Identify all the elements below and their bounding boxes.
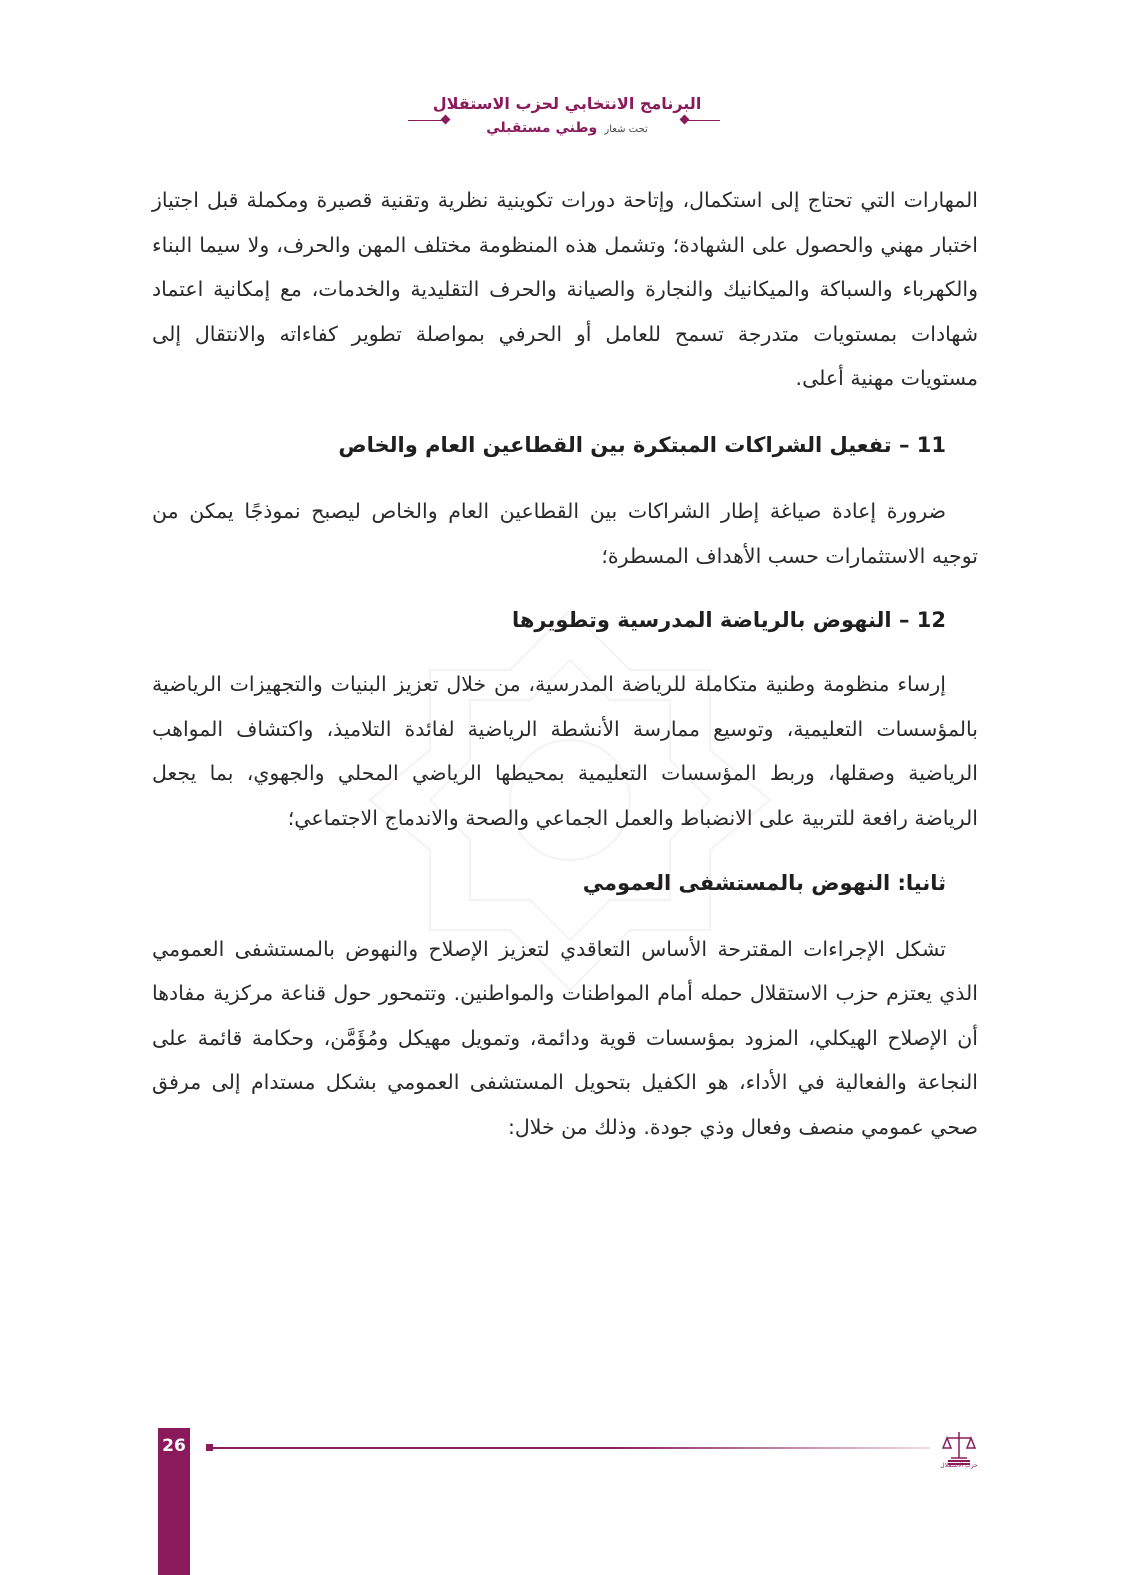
section-heading-hospital: ثانيا: النهوض بالمستشفى العمومي [582,870,946,895]
footer-rule [212,1447,930,1449]
party-logo-text: حزب الاستقلال [940,1462,978,1469]
slogan: وطني مستقبلي [486,120,598,136]
section-heading-11: 11 – تفعيل الشراكات المبتكرة بين القطاعين العام والخاص [338,432,946,457]
paragraph-hospital: تشكل الإجراءات المقترحة الأساس التعاقدي لتعزيز الإصلاح والنهوض بالمستشفى العمومي الذي يعتزم حزب الاستقلال حمله أمام المواطنات والمواطنين. وتتمحور حول قناعة مركزية مفادها أن الإصلاح الهيكلي، المزود بمؤسسات قوية ودائمة، وتمويل مهيكل ومُؤَمَّن، وحكامة قائمة على النجاعة والفعالية في الأداء، هو الكفيل بتحويل المستشفى العمومي بشكل مستدام إلى مرفق صحي عمومي منصف وفعال وذي جودة. وذلك من خلال: [152,936,978,1139]
header-tagline [0,120,1134,136]
paragraph-partnerships: ضرورة إعادة صياغة إطار الشراكات بين القطاعين العام والخاص ليصبح نموذجًا يمكن من توجيه الاستثمارات حسب الأهداف المسطرة؛ [152,498,978,568]
program-title: البرنامج الانتخابي لحزب الاستقلال [432,94,702,113]
paragraph-skills: المهارات التي تحتاج إلى استكمال، وإتاحة دورات تكوينية نظرية وتقنية قصيرة ومكملة قبل اجتياز اختبار مهني والحصول على الشهادة؛ وتشمل هذه المنظومة مختلف المهن والحرف، ولا سيما البناء والكهرباء والسباكة والميكانيك والنجارة والصيانة والحرف التقليدية والخدمات، مع إمكانية اعتماد شهادات بمستويات متدرجة تسمح للعامل أو الحرفي بمواصلة تطوير كفاءاته والانتقال إلى مستويات مهنية أعلى. [152,188,978,391]
page-content [152,178,978,1150]
scales-of-justice-icon [942,1428,976,1466]
page-number: 26 [162,1436,186,1456]
tagline-prefix: تحت شعار [604,124,648,135]
page-header [0,94,1134,154]
paragraph-school-sports: إرساء منظومة وطنية متكاملة للرياضة المدرسية، من خلال تعزيز البنيات والتجهيزات الرياضية بالمؤسسات التعليمية، وتوسيع ممارسة الأنشطة الرياضية لفائدة التلاميذ، واكتشاف المواهب الرياضية وصقلها، وربط المؤسسات التعليمية بمحيطها الرياضي المحلي والجهوي، بما يجعل الرياضة رافعة للتربية على الانضباط والعمل الجماعي والصحة والاندماج الاجتماعي؛ [152,672,978,830]
section-heading-12: 12 – النهوض بالرياضة المدرسية وتطويرها [511,608,946,633]
